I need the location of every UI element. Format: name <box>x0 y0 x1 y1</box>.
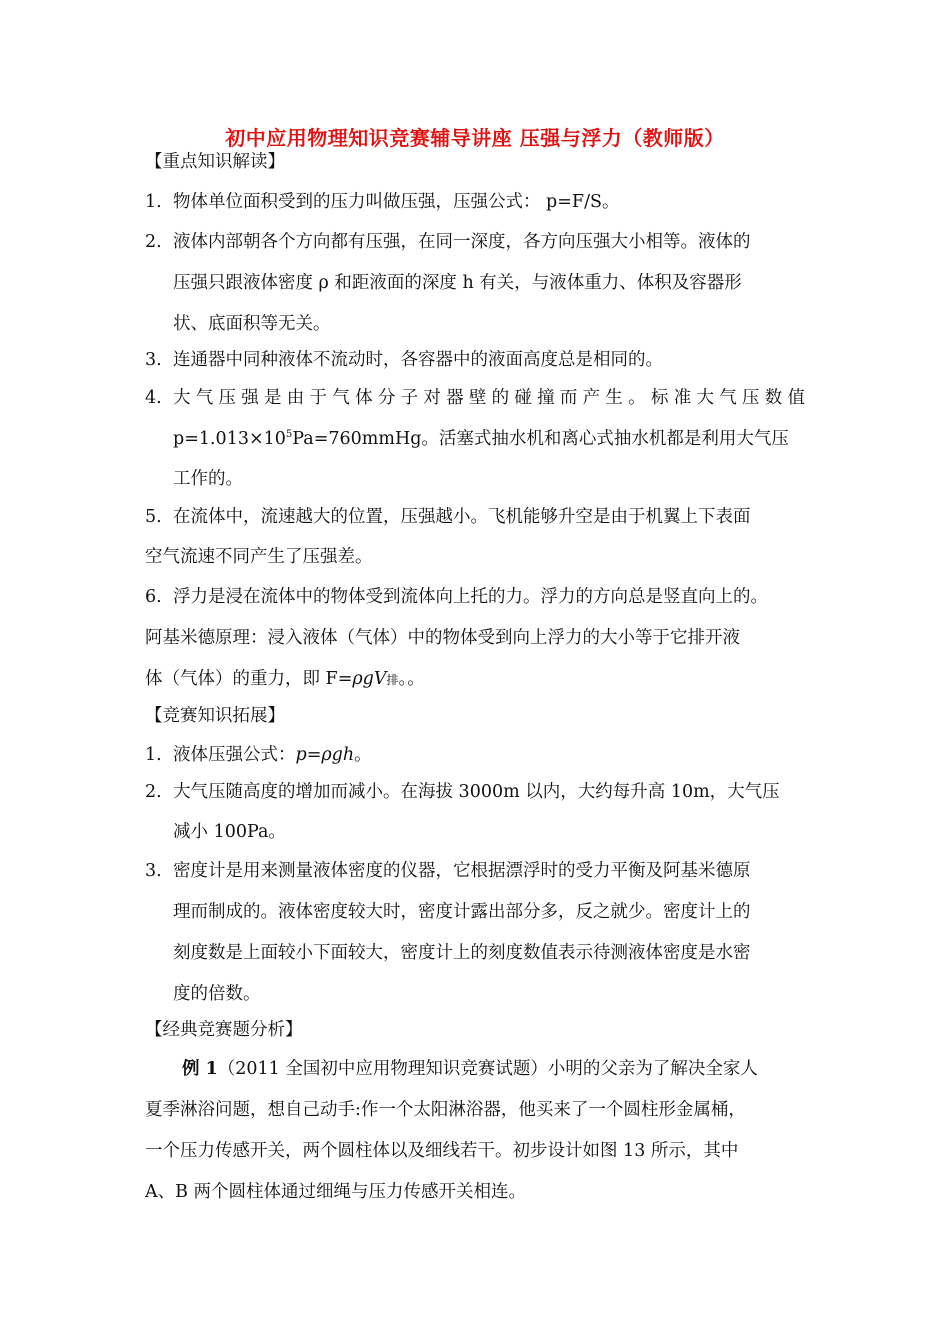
extension-3-line-2: 理而制成的。液体密度较大时，密度计露出部分多，反之就少。密度计上的 <box>173 902 751 922</box>
paragraph-text: 液体内部朝各个方向都有压强，在同一深度，各方向压强大小相等。液体的 <box>173 232 751 252</box>
paragraph-text: 物体单位面积受到的压力叫做压强，压强公式： p=F/S。 <box>173 192 620 212</box>
example-1-line-1 <box>182 1055 758 1080</box>
item-number: 1. <box>145 745 162 765</box>
exponent: 5 <box>285 429 293 440</box>
example-1-line-4: A、B 两个圆柱体通过细绳与压力传感开关相连。 <box>145 1182 527 1202</box>
item-number: 5. <box>145 507 162 527</box>
paragraph-text: 体（气体）的重力，即 F= <box>145 669 353 689</box>
item-number: 4. <box>145 388 162 408</box>
paragraph-6-line-1 <box>145 583 768 608</box>
example-1-line-2: 夏季淋浴问题，想自己动手:作一个太阳淋浴器，他买来了一个圆柱形金属桶， <box>145 1100 746 1120</box>
paragraph-text: 液体压强公式： <box>173 745 296 765</box>
paragraph-4-line-2 <box>173 425 789 450</box>
extension-2-line-1 <box>145 778 780 803</box>
example-label: 例 1 <box>182 1059 218 1079</box>
paragraph-text: 大气压强是由于气体分子对器壁的碰撞而产生。标准大气压数值 <box>173 388 805 408</box>
document-title: 初中应用物理知识竞赛辅导讲座 压强与浮力（教师版） <box>225 126 725 150</box>
paragraph-text: 在流体中，流速越大的位置，压强越小。飞机能够升空是由于机翼上下表面 <box>173 507 751 527</box>
formula-text: ρgV <box>352 669 387 689</box>
paragraph-1 <box>145 188 619 213</box>
paragraph-text: 连通器中同种液体不流动时，各容器中的液面高度总是相同的。 <box>173 350 663 370</box>
paragraph-4-line-3: 工作的。 <box>173 469 243 489</box>
paragraph-2-line-3: 状、底面积等无关。 <box>173 314 331 334</box>
paragraph-6-line-2: 阿基米德原理：浸入液体（气体）中的物体受到向上浮力的大小等于它排开液 <box>145 628 740 648</box>
section-heading-key-knowledge: 【重点知识解读】 <box>145 152 285 172</box>
paragraph-2-line-2: 压强只跟液体密度 ρ 和距液面的深度 h 有关，与液体重力、体积及容器形 <box>173 273 742 293</box>
extension-3-line-4: 度的倍数。 <box>173 984 261 1004</box>
paragraph-text: 大气压随高度的增加而减小。在海拔 3000m 以内，大约每升高 10m，大气压 <box>173 782 780 802</box>
example-1-line-3: 一个压力传感开关，两个圆柱体以及细线若干。初步设计如图 13 所示，其中 <box>145 1141 739 1161</box>
formula-text: p=ρgh <box>295 745 355 765</box>
item-number: 6. <box>145 587 162 607</box>
paragraph-2-line-1 <box>145 228 751 253</box>
paragraph-5-line-2: 空气流速不同产生了压强差。 <box>145 547 373 567</box>
paragraph-text: 浮力是浸在流体中的物体受到流体向上托的力。浮力的方向总是竖直向上的。 <box>173 587 768 607</box>
formula-text: p=1.013×10 <box>173 429 286 449</box>
item-number: 2. <box>145 232 162 252</box>
section-heading-classic-problems: 【经典竞赛题分析】 <box>145 1020 303 1040</box>
section-heading-competition-extension: 【竞赛知识拓展】 <box>145 706 285 726</box>
paragraph-text: 。 <box>354 745 372 765</box>
item-number: 3. <box>145 350 162 370</box>
item-number: 3. <box>145 861 162 881</box>
item-number: 2. <box>145 782 162 802</box>
extension-2-line-2: 减小 100Pa。 <box>173 822 286 842</box>
paragraph-4-line-1 <box>145 384 805 409</box>
extension-3-line-3: 刻度数是上面较小下面较大，密度计上的刻度数值表示待测液体密度是水密 <box>173 943 751 963</box>
extension-1 <box>145 741 372 766</box>
extension-3-line-1 <box>145 857 751 882</box>
paragraph-5-line-1 <box>145 503 751 528</box>
item-number: 1. <box>145 192 162 212</box>
paragraph-3 <box>145 346 663 371</box>
paragraph-text: （2011 全国初中应用物理知识竞赛试题）小明的父亲为了解决全家人 <box>217 1059 758 1079</box>
subscript: 排 <box>386 673 399 687</box>
paragraph-6-line-3 <box>145 665 425 690</box>
paragraph-text: 密度计是用来测量液体密度的仪器，它根据漂浮时的受力平衡及阿基米德原 <box>173 861 751 881</box>
paragraph-text: 。。 <box>398 669 425 689</box>
paragraph-text: Pa=760mmHg。活塞式抽水机和离心式抽水机都是利用大气压 <box>292 429 789 449</box>
